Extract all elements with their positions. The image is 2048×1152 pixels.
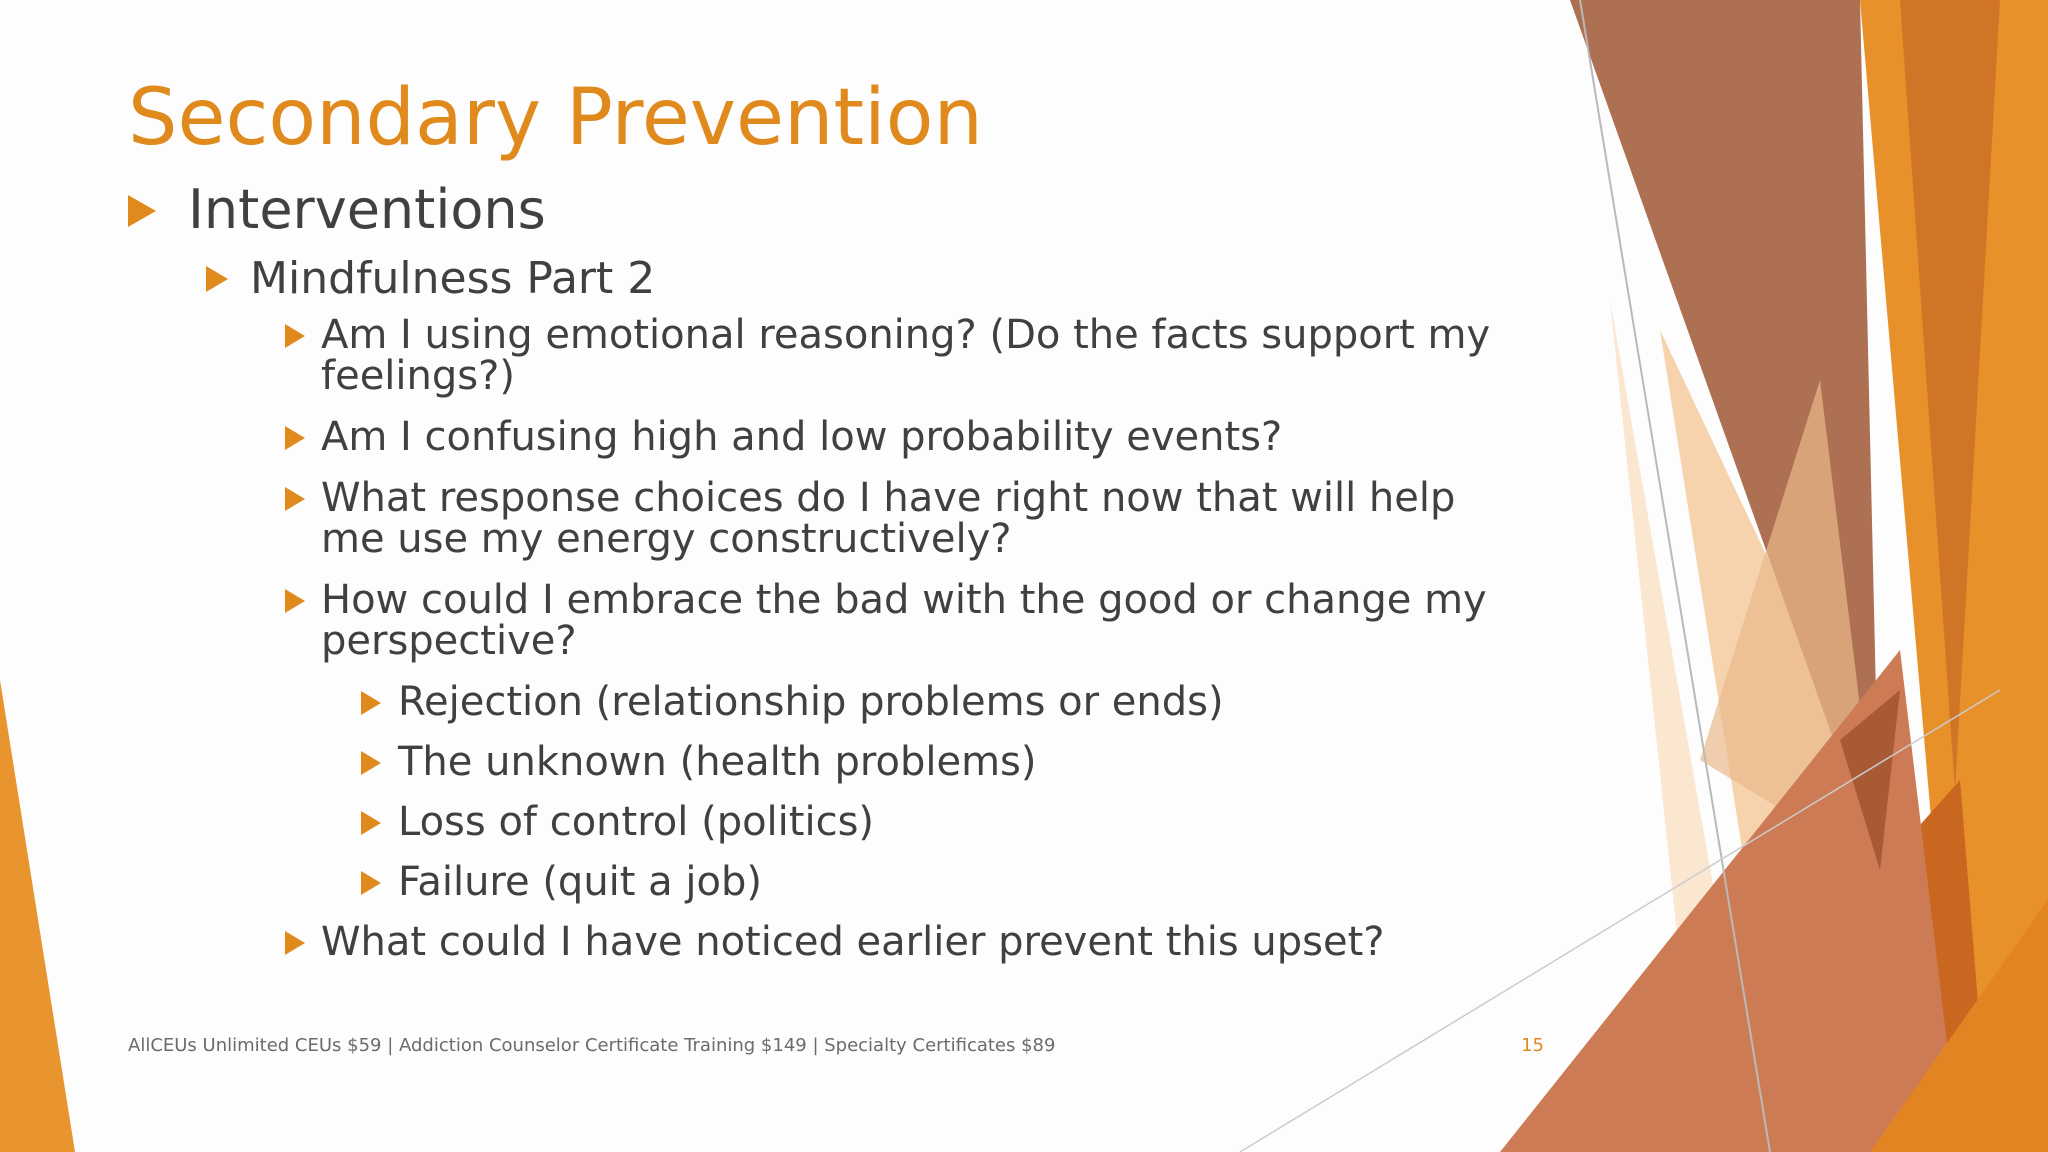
triangle-right-icon bbox=[361, 751, 381, 775]
sub-bullet-item bbox=[361, 799, 1528, 845]
sub-bullet-item bbox=[361, 739, 1528, 785]
sub-bullet-item bbox=[361, 679, 1528, 725]
triangle-right-icon bbox=[285, 931, 305, 955]
triangle-right-icon bbox=[285, 487, 305, 511]
bullet-text: Failure (quit a job) bbox=[398, 859, 762, 905]
bullet-text: Am I confusing high and low probability events? bbox=[321, 414, 1283, 460]
bullet-text: How could I embrace the bad with the good or change my perspective? bbox=[321, 577, 1487, 664]
triangle-right-icon bbox=[361, 811, 381, 835]
bullet-text: Interventions bbox=[188, 178, 546, 241]
page-number: 15 bbox=[1521, 1035, 1544, 1056]
bullet-text: What could I have noticed earlier prevent this upset? bbox=[321, 919, 1385, 965]
triangle-right-icon bbox=[285, 589, 305, 613]
bullet-text: What response choices do I have right now that will help me use my energy constructively? bbox=[321, 475, 1456, 562]
bullet-item bbox=[206, 249, 1528, 309]
bullet-text: Rejection (relationship problems or ends) bbox=[398, 679, 1224, 725]
triangle-right-icon bbox=[361, 691, 381, 715]
bullet-text: Mindfulness Part 2 bbox=[250, 253, 656, 304]
bullet-item bbox=[128, 175, 1528, 245]
bullet-item bbox=[285, 414, 1528, 460]
bullet-text: The unknown (health problems) bbox=[398, 739, 1037, 785]
bullet-item bbox=[285, 919, 1528, 965]
bullet-item bbox=[285, 312, 1528, 399]
triangle-right-icon bbox=[285, 324, 305, 348]
bullet-item bbox=[285, 475, 1528, 562]
slide-footer: AllCEUs Unlimited CEUs $59 | Addiction Counselor Certificate Training $149 | Specialty Certificates $89 bbox=[128, 1035, 1056, 1056]
bullet-list bbox=[128, 175, 1528, 983]
triangle-right-icon bbox=[206, 266, 228, 292]
triangle-right-icon bbox=[361, 871, 381, 895]
sub-bullet-item bbox=[361, 859, 1528, 905]
slide-title: Secondary Prevention bbox=[128, 73, 983, 163]
bullet-item bbox=[285, 577, 1528, 664]
triangle-right-icon bbox=[285, 426, 305, 450]
bullet-text: Loss of control (politics) bbox=[398, 799, 875, 845]
bullet-text: Am I using emotional reasoning? (Do the facts support my feelings?) bbox=[321, 312, 1491, 399]
triangle-right-icon bbox=[128, 195, 156, 227]
